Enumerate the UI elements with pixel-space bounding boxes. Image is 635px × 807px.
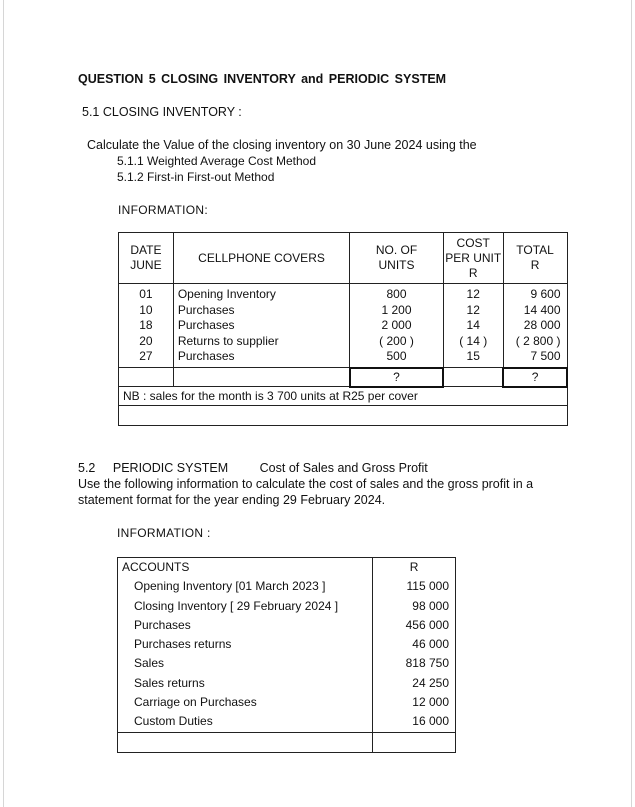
col-header-units: NO. OF UNITS bbox=[350, 233, 444, 284]
closing-inventory-table bbox=[118, 232, 568, 426]
table-row bbox=[118, 616, 456, 635]
table-row bbox=[118, 674, 456, 693]
accounts-table bbox=[117, 557, 456, 753]
totals-empty-cell bbox=[173, 368, 349, 387]
table-row bbox=[119, 318, 568, 334]
method-1: 5.1.1 Weighted Average Cost Method bbox=[117, 154, 317, 168]
account-amount: 24 250 bbox=[373, 674, 456, 693]
section-5-2-instruction-2: statement format for the year ending 29 February 2024. bbox=[78, 493, 386, 507]
account-amount: 456 000 bbox=[373, 616, 456, 635]
account-amount: 12 000 bbox=[373, 693, 456, 712]
row-date: 20 bbox=[119, 334, 174, 350]
information-label-1: INFORMATION: bbox=[118, 203, 209, 217]
row-description: Returns to supplier bbox=[173, 334, 349, 350]
blank-row bbox=[119, 405, 568, 425]
totals-empty-cell bbox=[443, 368, 503, 387]
table-row bbox=[119, 349, 568, 368]
row-cost: 12 bbox=[443, 303, 503, 319]
method-2: 5.1.2 First-in First-out Method bbox=[117, 170, 275, 184]
account-amount: 818 750 bbox=[373, 654, 456, 673]
accounts-header: ACCOUNTS bbox=[118, 558, 373, 578]
table-row bbox=[118, 654, 456, 673]
sales-note: NB : sales for the month is 3 700 units at R25 per cover bbox=[119, 387, 568, 406]
section-5-2-heading bbox=[78, 461, 428, 475]
totals-empty-cell bbox=[119, 368, 174, 387]
section-number: 5.2 bbox=[78, 461, 96, 475]
table-row bbox=[118, 597, 456, 616]
row-date: 18 bbox=[119, 318, 174, 334]
row-description: Purchases bbox=[173, 318, 349, 334]
row-cost: ( 14 ) bbox=[443, 334, 503, 350]
row-date: 10 bbox=[119, 303, 174, 319]
row-units: 800 bbox=[350, 284, 444, 303]
section-5-1-instruction bbox=[87, 138, 477, 152]
blank-cell bbox=[119, 405, 568, 425]
row-date: 01 bbox=[119, 284, 174, 303]
account-amount: 98 000 bbox=[373, 597, 456, 616]
account-name: Opening Inventory [01 March 2023 ] bbox=[118, 577, 373, 596]
row-total: 28 000 bbox=[503, 318, 567, 334]
total-value-cell: ? bbox=[503, 368, 567, 387]
row-units: 1 200 bbox=[350, 303, 444, 319]
account-name: Custom Duties bbox=[118, 712, 373, 732]
row-description: Purchases bbox=[173, 303, 349, 319]
table-row bbox=[119, 334, 568, 350]
account-name: Sales bbox=[118, 654, 373, 673]
account-amount: 115 000 bbox=[373, 577, 456, 596]
question-title: QUESTION 5 CLOSING INVENTORY and PERIODIC SYSTEM bbox=[78, 72, 447, 86]
account-name: Carriage on Purchases bbox=[118, 693, 373, 712]
col-header-item: CELLPHONE COVERS bbox=[173, 233, 349, 284]
totals-row bbox=[119, 368, 568, 387]
section-5-1-heading: 5.1 CLOSING INVENTORY : bbox=[82, 105, 242, 119]
table-row bbox=[118, 577, 456, 596]
accounts-header-row bbox=[118, 558, 456, 578]
table-row bbox=[119, 303, 568, 319]
page-edge-left bbox=[3, 0, 4, 807]
account-amount: 16 000 bbox=[373, 712, 456, 732]
amount-header: R bbox=[373, 558, 456, 578]
row-units: 2 000 bbox=[350, 318, 444, 334]
row-total: 9 600 bbox=[503, 284, 567, 303]
row-cost: 15 bbox=[443, 349, 503, 368]
row-cost: 14 bbox=[443, 318, 503, 334]
row-total: 14 400 bbox=[503, 303, 567, 319]
row-total: ( 2 800 ) bbox=[503, 334, 567, 350]
note-row bbox=[119, 387, 568, 406]
row-units: 500 bbox=[350, 349, 444, 368]
col-header-date: DATE JUNE bbox=[119, 233, 174, 284]
information-label-2: INFORMATION : bbox=[117, 526, 211, 540]
total-units-cell: ? bbox=[350, 368, 444, 387]
col-header-cost: COST PER UNIT R bbox=[443, 233, 503, 284]
account-amount: 46 000 bbox=[373, 635, 456, 654]
row-total: 7 500 bbox=[503, 349, 567, 368]
table-row bbox=[118, 635, 456, 654]
table-row bbox=[118, 693, 456, 712]
section-title: PERIODIC SYSTEM bbox=[112, 461, 229, 475]
section-5-2-instruction-1: Use the following information to calculate the cost of sales and the gross profit in a bbox=[78, 477, 534, 491]
row-units: ( 200 ) bbox=[350, 334, 444, 350]
row-description: Purchases bbox=[173, 349, 349, 368]
row-date: 27 bbox=[119, 349, 174, 368]
table-row bbox=[118, 712, 456, 732]
row-cost: 12 bbox=[443, 284, 503, 303]
page-edge-right bbox=[631, 0, 632, 807]
instruction-text: Calculate the Value of the closing inventory on 30 June 2024 using the bbox=[87, 138, 477, 152]
account-name: Purchases bbox=[118, 616, 373, 635]
section-subtitle: Cost of Sales and Gross Profit bbox=[259, 461, 428, 475]
blank-row bbox=[118, 732, 456, 752]
blank-cell bbox=[118, 732, 373, 752]
row-description: Opening Inventory bbox=[173, 284, 349, 303]
account-name: Sales returns bbox=[118, 674, 373, 693]
blank-cell bbox=[373, 732, 456, 752]
col-header-total: TOTAL R bbox=[503, 233, 567, 284]
table-row bbox=[119, 284, 568, 303]
account-name: Closing Inventory [ 29 February 2024 ] bbox=[118, 597, 373, 616]
account-name: Purchases returns bbox=[118, 635, 373, 654]
